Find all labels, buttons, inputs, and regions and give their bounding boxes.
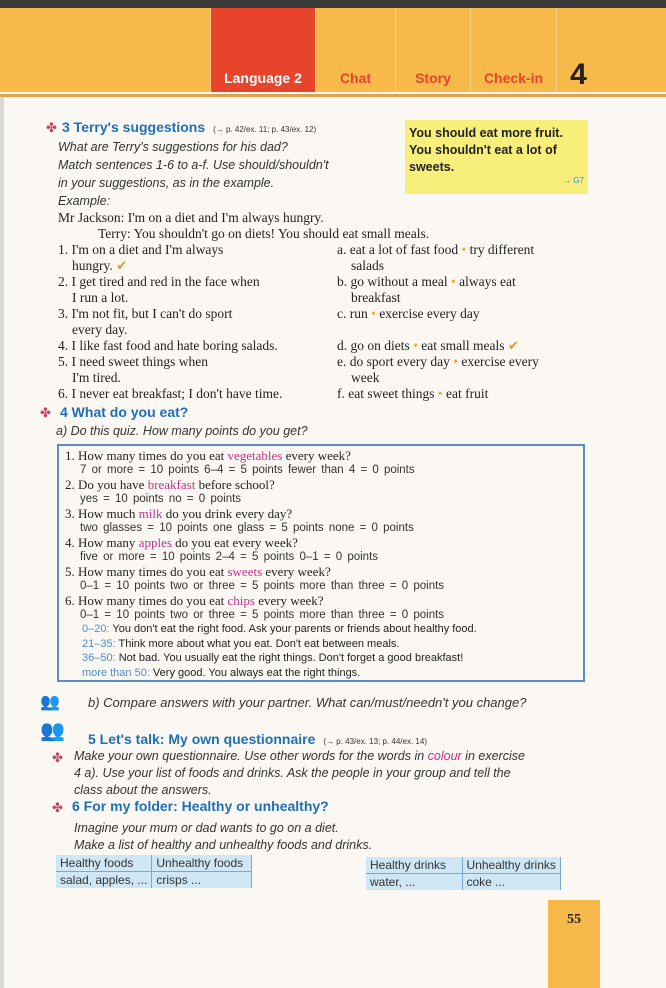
quiz-answers: five or more = 10 points 2–4 = 5 points 0–1 = 0 points bbox=[80, 551, 379, 563]
pair-work-icon: ✤ bbox=[52, 750, 63, 765]
item-line: 5. I need sweet things when bbox=[58, 354, 208, 369]
table-cell: coke ... bbox=[462, 874, 560, 891]
table-header: Healthy drinks bbox=[366, 857, 462, 874]
quiz-answers: yes = 10 points no = 0 points bbox=[80, 493, 242, 505]
ex3-title: 3 Terry's suggestions bbox=[62, 119, 206, 135]
table-header: Healthy foods bbox=[56, 855, 152, 872]
item-part: a. eat a lot of fast food bbox=[337, 242, 459, 257]
drinks-table bbox=[366, 857, 561, 890]
tab-chat[interactable]: Chat bbox=[315, 8, 395, 92]
question-text: do you eat every week? bbox=[171, 535, 298, 550]
table-header: Unhealthy drinks bbox=[462, 857, 560, 874]
question-text: 6. How many times do you eat bbox=[65, 593, 228, 608]
colour-word: colour bbox=[427, 749, 462, 763]
question-text: 4. How many bbox=[65, 535, 139, 550]
item-line: I run a lot. bbox=[72, 290, 129, 305]
ex5-line: class about the answers. bbox=[74, 783, 212, 797]
table-header: Unhealthy foods bbox=[152, 855, 252, 872]
page-number: 55 bbox=[567, 912, 581, 927]
result-text: Not bad. You usually eat the right things. Don't forget a good breakfast! bbox=[115, 652, 464, 664]
item-part: always eat bbox=[459, 274, 516, 289]
item-part: b. go without a meal bbox=[337, 274, 448, 289]
example-label: Example: bbox=[58, 194, 111, 208]
quiz-answers: 0–1 = 10 points two or three = 5 points more than three = 0 points bbox=[80, 609, 445, 621]
match-item-left bbox=[58, 338, 282, 354]
item-part: e. do sport every day bbox=[337, 354, 450, 369]
bullet-icon: • bbox=[449, 354, 462, 369]
result-range: more than 50: bbox=[82, 666, 150, 679]
match-item-right bbox=[337, 386, 539, 402]
quiz-answers: two glasses = 10 points one glass = 5 points none = 0 points bbox=[80, 522, 414, 534]
item-line: week bbox=[351, 370, 380, 385]
ex6-title: 6 For my folder: Healthy or unhealthy? bbox=[72, 798, 329, 814]
colour-word: breakfast bbox=[147, 477, 196, 492]
item-line bbox=[337, 338, 539, 354]
instruction-line: What are Terry's suggestions for his dad? bbox=[58, 140, 288, 154]
question-text: every week? bbox=[262, 564, 331, 579]
unit-number: 4 bbox=[556, 8, 600, 92]
table-cell: salad, apples, ... bbox=[56, 872, 152, 889]
item-part: d. go on diets bbox=[337, 338, 410, 353]
quiz-box bbox=[57, 444, 585, 682]
item-line: breakfast bbox=[351, 290, 401, 305]
question-text: 2. Do you have bbox=[65, 477, 148, 492]
item-part: exercise every bbox=[461, 354, 539, 369]
ex4-title: 4 What do you eat? bbox=[60, 404, 189, 420]
ex3-left-column bbox=[58, 242, 282, 402]
result-range: 36–50: bbox=[82, 652, 116, 664]
match-item-left bbox=[58, 354, 282, 386]
quiz-question bbox=[65, 593, 577, 608]
table-cell: water, ... bbox=[366, 874, 462, 891]
quiz-result bbox=[65, 622, 577, 637]
quiz-result bbox=[65, 651, 577, 666]
item-line bbox=[337, 306, 539, 322]
colour-word: apples bbox=[138, 535, 172, 550]
ex5-line: 4 a). Use your list of foods and drinks. Ask the people in your group and tell the bbox=[74, 766, 511, 780]
item-part: c. run bbox=[337, 306, 368, 321]
item-part: exercise every day bbox=[379, 306, 480, 321]
result-text: Very good. You always eat the right things. bbox=[149, 666, 361, 679]
ex5-title: 5 Let's talk: My own questionnaire bbox=[88, 731, 316, 747]
quiz-result bbox=[65, 666, 577, 681]
grammar-box bbox=[405, 120, 588, 194]
grammar-line: You should eat more fruit. bbox=[409, 126, 563, 140]
group-work-icon: 👥 bbox=[40, 694, 60, 711]
bullet-icon: • bbox=[409, 338, 422, 353]
ex3-right-column bbox=[337, 242, 539, 402]
pair-work-icon: ✤ bbox=[40, 405, 51, 420]
match-item-right bbox=[337, 242, 539, 274]
quiz-result bbox=[65, 637, 577, 652]
item-line: 4. I like fast food and hate boring salads. bbox=[58, 338, 278, 353]
question-text: 1. How many times do you eat bbox=[65, 448, 228, 463]
ex6-line: Make a list of healthy and unhealthy foods and drinks. bbox=[74, 838, 373, 852]
ex3-heading bbox=[62, 119, 316, 135]
item-part: try different bbox=[469, 242, 535, 257]
match-item-left bbox=[58, 274, 282, 306]
question-text: every week? bbox=[254, 593, 324, 608]
result-range: 21–35: bbox=[82, 637, 116, 650]
item-line bbox=[337, 386, 539, 402]
ex4-part-b: b) Compare answers with your partner. What can/must/needn't you change? bbox=[88, 695, 527, 710]
item-line bbox=[337, 242, 539, 258]
quiz-answers: 0–1 = 10 points two or three = 5 points more than three = 0 points bbox=[80, 580, 445, 592]
item-line: 6. I never eat breakfast; I don't have time. bbox=[58, 386, 283, 401]
ex5-line: Make your own questionnaire. Use other words for the words in bbox=[74, 749, 428, 763]
top-strip bbox=[0, 0, 666, 8]
item-part: eat fruit bbox=[445, 386, 489, 401]
item-part: eat small meals bbox=[421, 338, 505, 353]
match-item-left bbox=[58, 306, 282, 338]
match-item-left bbox=[58, 386, 282, 402]
header-divider bbox=[0, 94, 666, 97]
result-range: 0–20: bbox=[82, 623, 110, 635]
question-text: 3. How much bbox=[65, 506, 139, 521]
pair-work-icon: ✤ bbox=[52, 800, 63, 815]
question-text: before school? bbox=[195, 477, 275, 492]
example-line-1: Mr Jackson: I'm on a diet and I'm always hungry. bbox=[58, 210, 324, 225]
ex3-instructions bbox=[58, 138, 329, 210]
pair-work-icon: ✤ bbox=[46, 120, 57, 135]
match-item-left bbox=[58, 242, 282, 274]
match-item-right bbox=[337, 306, 539, 338]
ex5-line: in exercise bbox=[461, 749, 525, 763]
ex6-line: Imagine your mum or dad wants to go on a diet. bbox=[74, 821, 339, 835]
item-part: f. eat sweet things bbox=[337, 386, 435, 401]
table-cell: crisps ... bbox=[152, 872, 252, 889]
item-line: I'm tired. bbox=[72, 370, 121, 385]
item-line: every day. bbox=[72, 322, 128, 337]
bullet-icon: • bbox=[434, 386, 446, 401]
match-item-right bbox=[337, 338, 539, 354]
result-text: Think more about what you eat. Don't eat between meals. bbox=[115, 637, 400, 650]
ex5-text bbox=[74, 748, 525, 799]
item-line bbox=[337, 354, 539, 370]
quiz-question bbox=[65, 564, 577, 579]
item-line: salads bbox=[351, 258, 384, 273]
bullet-icon: • bbox=[367, 306, 380, 321]
quiz-question bbox=[65, 506, 577, 521]
question-text: every week? bbox=[282, 448, 351, 463]
item-line bbox=[337, 274, 539, 290]
item-line: hungry. ✔ bbox=[72, 258, 128, 273]
check-icon: ✔ bbox=[112, 258, 128, 273]
item-line: 2. I get tired and red in the face when bbox=[58, 274, 260, 289]
ex3-ref: (→ p. 42/ex. 11; p. 43/ex. 12) bbox=[213, 125, 317, 134]
colour-word: chips bbox=[227, 593, 255, 608]
question-text: do you drink every day? bbox=[162, 506, 293, 521]
colour-word: vegetables bbox=[227, 448, 283, 463]
quiz-question bbox=[65, 448, 577, 463]
match-item-right bbox=[337, 274, 539, 306]
page-edge bbox=[0, 97, 4, 988]
ex4-part-a: a) Do this quiz. How many points do you get? bbox=[56, 424, 308, 438]
example-line-2: Terry: You shouldn't go on diets! You should eat small meals. bbox=[98, 226, 430, 241]
foods-table bbox=[56, 855, 252, 888]
instruction-line: in your suggestions, as in the example. bbox=[58, 176, 275, 190]
instruction-line: Match sentences 1-6 to a-f. Use should/shouldn't bbox=[58, 158, 329, 172]
colour-word: milk bbox=[138, 506, 163, 521]
grammar-line: sweets. bbox=[409, 160, 455, 174]
grammar-line: You shouldn't eat a lot of bbox=[409, 143, 557, 157]
bullet-icon: • bbox=[458, 242, 470, 257]
quiz-answers: 7 or more = 10 points 6–4 = 5 points fewer than 4 = 0 points bbox=[80, 464, 415, 476]
result-text: You don't eat the right food. Ask your parents or friends about healthy food. bbox=[109, 623, 477, 635]
tab-language-2[interactable]: Language 2 bbox=[210, 8, 315, 92]
tab-check-in[interactable]: Check-in bbox=[470, 8, 556, 92]
quiz-question bbox=[65, 477, 577, 492]
group-icon: 👥 bbox=[40, 720, 65, 742]
item-line: 1. I'm on a diet and I'm always bbox=[58, 242, 224, 257]
quiz-question bbox=[65, 535, 577, 550]
grammar-ref-link[interactable]: → G7 bbox=[563, 176, 584, 185]
check-icon: ✔ bbox=[504, 338, 520, 353]
ex5-heading bbox=[88, 731, 427, 747]
colour-word: sweets bbox=[227, 564, 263, 579]
item-line: 3. I'm not fit, but I can't do sport bbox=[58, 306, 233, 321]
ex6-text bbox=[74, 820, 372, 854]
tab-story[interactable]: Story bbox=[395, 8, 470, 92]
match-item-right bbox=[337, 354, 539, 386]
ex5-ref: (→ p. 43/ex. 13; p. 44/ex. 14) bbox=[323, 737, 427, 746]
bullet-icon: • bbox=[447, 274, 460, 289]
question-text: 5. How many times do you eat bbox=[65, 564, 228, 579]
